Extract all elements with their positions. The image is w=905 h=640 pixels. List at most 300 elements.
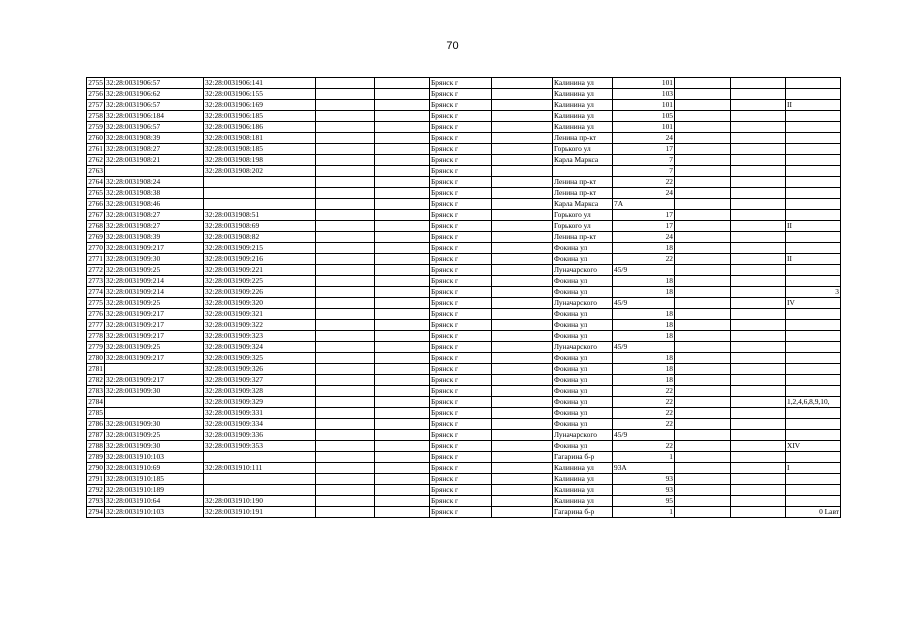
col-5-cell	[375, 408, 430, 419]
street-cell	[553, 166, 613, 177]
street-cell: Фокина ул	[553, 276, 613, 287]
col-7-cell	[492, 276, 553, 287]
table-row	[87, 276, 841, 287]
city-cell: Брянск г	[430, 452, 492, 463]
street-cell: Фокина ул	[553, 364, 613, 375]
row-number-cell: 2756	[88, 89, 103, 98]
table-row	[87, 430, 841, 441]
col-5-cell	[375, 221, 430, 232]
table-row	[87, 463, 841, 474]
street-cell: Калинина ул	[553, 496, 613, 507]
col-5-cell	[375, 496, 430, 507]
house-number-cell: 101	[613, 122, 675, 133]
col-10-cell	[675, 243, 731, 254]
col-5-cell	[375, 100, 430, 111]
row-number-cell: 2771	[88, 254, 103, 263]
city-cell: Брянск г	[430, 265, 492, 276]
col-4-cell	[316, 89, 375, 100]
city-cell: Брянск г	[430, 342, 492, 353]
premises-cell	[786, 199, 841, 210]
col-4-cell	[316, 309, 375, 320]
col-5-cell	[375, 276, 430, 287]
col-10-cell	[675, 133, 731, 144]
cadastral-number-object-cell: 32:28:0031909:331	[204, 408, 316, 419]
col-7-cell	[492, 320, 553, 331]
col-11-cell	[731, 177, 786, 188]
col-10-cell	[675, 386, 731, 397]
street-cell: Фокина ул	[553, 419, 613, 430]
col-4-cell	[316, 452, 375, 463]
row-number-cell: 2777	[88, 320, 103, 329]
col-10-cell	[675, 122, 731, 133]
cadastral-number-object-cell: 32:28:0031909:328	[204, 386, 316, 397]
col-5-cell	[375, 386, 430, 397]
col-4-cell	[316, 210, 375, 221]
col-5-cell	[375, 89, 430, 100]
col-7-cell	[492, 298, 553, 309]
col-5-cell	[375, 155, 430, 166]
col-10-cell	[675, 276, 731, 287]
col-10-cell	[675, 419, 731, 430]
cadastral-number-object-cell: 32:28:0031909:336	[204, 430, 316, 441]
table-row	[87, 254, 841, 265]
street-cell: Горького ул	[553, 221, 613, 232]
row-number-cell: 2769	[88, 232, 103, 241]
col-11-cell	[731, 298, 786, 309]
col-10-cell	[675, 364, 731, 375]
row-number-cell: 2765	[88, 188, 103, 197]
table-row	[87, 221, 841, 232]
house-number-cell: 22	[613, 419, 675, 430]
house-number-cell: 45/9	[613, 298, 675, 309]
col-7-cell	[492, 210, 553, 221]
col-7-cell	[492, 78, 553, 89]
street-cell: Фокина ул	[553, 375, 613, 386]
col-11-cell	[731, 430, 786, 441]
cadastral-number-object-cell: 32:28:0031909:320	[204, 298, 316, 309]
row-number-cell: 2759	[88, 122, 103, 131]
cadastral-number-parcel-cell: 32:28:0031909:25	[105, 430, 204, 441]
house-number-cell: 105	[613, 111, 675, 122]
row-number-cell: 2772	[88, 265, 103, 274]
cadastral-number-object-cell: 32:28:0031906:185	[204, 111, 316, 122]
city-cell: Брянск г	[430, 111, 492, 122]
city-cell: Брянск г	[430, 485, 492, 496]
col-11-cell	[731, 375, 786, 386]
col-11-cell	[731, 463, 786, 474]
table-row	[87, 441, 841, 452]
table-row	[87, 210, 841, 221]
col-11-cell	[731, 408, 786, 419]
col-7-cell	[492, 452, 553, 463]
house-number-cell: 101	[613, 100, 675, 111]
table-row	[87, 265, 841, 276]
col-4-cell	[316, 287, 375, 298]
cadastral-number-object-cell: 32:28:0031908:185	[204, 144, 316, 155]
row-number-cell: 2773	[88, 276, 103, 285]
col-4-cell	[316, 430, 375, 441]
col-7-cell	[492, 111, 553, 122]
col-11-cell	[731, 441, 786, 452]
city-cell: Брянск г	[430, 89, 492, 100]
house-number-cell: 7	[613, 155, 675, 166]
col-10-cell	[675, 397, 731, 408]
cadastral-number-parcel-cell: 32:28:0031910:64	[105, 496, 204, 507]
col-11-cell	[731, 221, 786, 232]
premises-cell	[786, 78, 841, 89]
cadastral-number-parcel-cell: 32:28:0031909:217	[105, 320, 204, 331]
street-cell: Калинина ул	[553, 78, 613, 89]
house-number-cell: 22	[613, 408, 675, 419]
row-number-cell: 2792	[88, 485, 103, 494]
cadastral-number-object-cell: 32:28:0031909:353	[204, 441, 316, 452]
col-10-cell	[675, 89, 731, 100]
premises-cell	[786, 144, 841, 155]
row-number-cell: 2784	[88, 397, 103, 406]
row-number-cell: 2776	[88, 309, 103, 318]
house-number-cell: 18	[613, 287, 675, 298]
col-10-cell	[675, 353, 731, 364]
street-cell: Луначарского	[553, 342, 613, 353]
house-number-cell: 18	[613, 276, 675, 287]
col-5-cell	[375, 166, 430, 177]
cadastral-number-parcel-cell: 32:28:0031910:189	[105, 485, 204, 496]
col-4-cell	[316, 188, 375, 199]
col-10-cell	[675, 463, 731, 474]
row-number-cell: 2761	[88, 144, 103, 153]
city-cell: Брянск г	[430, 364, 492, 375]
street-cell: Калинина ул	[553, 111, 613, 122]
cadastral-number-object-cell: 32:28:0031910:111	[204, 463, 316, 474]
col-4-cell	[316, 331, 375, 342]
city-cell: Брянск г	[430, 441, 492, 452]
col-10-cell	[675, 309, 731, 320]
premises-cell	[786, 320, 841, 331]
house-number-cell: 18	[613, 320, 675, 331]
cadastral-number-object-cell: 32:28:0031909:329	[204, 397, 316, 408]
cadastral-number-object-cell: 32:28:0031908:202	[204, 166, 316, 177]
street-cell: Калинина ул	[553, 122, 613, 133]
row-number-cell: 2791	[88, 474, 103, 483]
row-number-cell: 2764	[88, 177, 103, 186]
col-7-cell	[492, 309, 553, 320]
street-cell: Ленина пр-кт	[553, 232, 613, 243]
col-5-cell	[375, 232, 430, 243]
row-number-cell: 2786	[88, 419, 103, 428]
col-11-cell	[731, 397, 786, 408]
col-7-cell	[492, 375, 553, 386]
cadastral-number-object-cell: 32:28:0031910:191	[204, 507, 316, 518]
col-5-cell	[375, 199, 430, 210]
col-4-cell	[316, 353, 375, 364]
street-cell: Фокина ул	[553, 331, 613, 342]
city-cell: Брянск г	[430, 353, 492, 364]
street-cell: Фокина ул	[553, 353, 613, 364]
col-7-cell	[492, 353, 553, 364]
col-7-cell	[492, 144, 553, 155]
col-7-cell	[492, 177, 553, 188]
col-11-cell	[731, 199, 786, 210]
row-number-cell: 2755	[88, 78, 103, 87]
row-number-cell: 2780	[88, 353, 103, 362]
col-4-cell	[316, 485, 375, 496]
premises-cell	[786, 353, 841, 364]
table-row	[87, 232, 841, 243]
row-number-cell: 2770	[88, 243, 103, 252]
col-4-cell	[316, 144, 375, 155]
col-10-cell	[675, 474, 731, 485]
city-cell: Брянск г	[430, 474, 492, 485]
house-number-cell: 24	[613, 133, 675, 144]
col-11-cell	[731, 144, 786, 155]
col-4-cell	[316, 276, 375, 287]
premises-cell: IV	[786, 298, 841, 309]
city-cell: Брянск г	[430, 375, 492, 386]
cadastral-number-object-cell	[204, 485, 316, 496]
cadastral-number-parcel-cell: 32:28:0031909:30	[105, 254, 204, 265]
street-cell: Фокина ул	[553, 441, 613, 452]
premises-cell	[786, 122, 841, 133]
row-number-cell: 2774	[88, 287, 103, 296]
col-7-cell	[492, 441, 553, 452]
street-cell: Фокина ул	[553, 309, 613, 320]
house-number-cell: 17	[613, 144, 675, 155]
col-5-cell	[375, 430, 430, 441]
city-cell: Брянск г	[430, 177, 492, 188]
row-number-cell: 2766	[88, 199, 103, 208]
table-row	[87, 78, 841, 89]
col-5-cell	[375, 309, 430, 320]
row-number-cell: 2760	[88, 133, 103, 142]
registry-table	[86, 77, 841, 518]
city-cell: Брянск г	[430, 199, 492, 210]
col-10-cell	[675, 111, 731, 122]
street-cell: Фокина ул	[553, 243, 613, 254]
cadastral-number-parcel-cell: 32:28:0031908:27	[105, 144, 204, 155]
col-5-cell	[375, 474, 430, 485]
cadastral-number-object-cell: 32:28:0031909:322	[204, 320, 316, 331]
house-number-cell: 24	[613, 188, 675, 199]
col-10-cell	[675, 199, 731, 210]
table-row	[87, 177, 841, 188]
street-cell: Луначарского	[553, 265, 613, 276]
table-row	[87, 408, 841, 419]
house-number-cell: 93А	[613, 463, 675, 474]
premises-cell: II	[786, 221, 841, 232]
table-row	[87, 298, 841, 309]
cadastral-number-object-cell	[204, 188, 316, 199]
col-4-cell	[316, 232, 375, 243]
col-4-cell	[316, 254, 375, 265]
col-11-cell	[731, 331, 786, 342]
city-cell: Брянск г	[430, 419, 492, 430]
col-4-cell	[316, 155, 375, 166]
col-11-cell	[731, 507, 786, 518]
house-number-cell: 103	[613, 89, 675, 100]
col-4-cell	[316, 320, 375, 331]
cadastral-number-parcel-cell: 32:28:0031906:184	[105, 111, 204, 122]
cadastral-number-object-cell: 32:28:0031908:198	[204, 155, 316, 166]
col-7-cell	[492, 364, 553, 375]
cadastral-number-parcel-cell: 32:28:0031908:39	[105, 232, 204, 243]
city-cell: Брянск г	[430, 463, 492, 474]
row-number-cell: 2758	[88, 111, 103, 120]
house-number-cell: 1	[613, 452, 675, 463]
col-11-cell	[731, 452, 786, 463]
house-number-cell: 24	[613, 232, 675, 243]
house-number-cell: 45/9	[613, 430, 675, 441]
premises-cell	[786, 188, 841, 199]
col-11-cell	[731, 166, 786, 177]
col-5-cell	[375, 397, 430, 408]
col-10-cell	[675, 265, 731, 276]
col-10-cell	[675, 342, 731, 353]
row-number-cell: 2768	[88, 221, 103, 230]
col-11-cell	[731, 254, 786, 265]
col-11-cell	[731, 287, 786, 298]
col-7-cell	[492, 89, 553, 100]
col-4-cell	[316, 243, 375, 254]
cadastral-number-parcel-cell: 32:28:0031909:25	[105, 298, 204, 309]
table-row	[87, 89, 841, 100]
col-4-cell	[316, 111, 375, 122]
col-5-cell	[375, 452, 430, 463]
house-number-cell: 18	[613, 375, 675, 386]
row-number-cell: 2757	[88, 100, 103, 109]
col-10-cell	[675, 144, 731, 155]
col-10-cell	[675, 430, 731, 441]
street-cell: Фокина ул	[553, 408, 613, 419]
col-5-cell	[375, 122, 430, 133]
cadastral-number-object-cell: 32:28:0031909:215	[204, 243, 316, 254]
house-number-cell: 22	[613, 397, 675, 408]
table-row	[87, 397, 841, 408]
col-11-cell	[731, 320, 786, 331]
col-11-cell	[731, 276, 786, 287]
col-4-cell	[316, 78, 375, 89]
page-number: 70	[446, 40, 459, 52]
premises-cell	[786, 485, 841, 496]
cadastral-number-object-cell: 32:28:0031909:221	[204, 265, 316, 276]
premises-cell: I	[786, 463, 841, 474]
col-5-cell	[375, 298, 430, 309]
table-row	[87, 452, 841, 463]
registry-rows	[87, 78, 841, 518]
col-4-cell	[316, 441, 375, 452]
col-11-cell	[731, 265, 786, 276]
cadastral-number-object-cell: 32:28:0031910:190	[204, 496, 316, 507]
premises-cell	[786, 89, 841, 100]
col-7-cell	[492, 166, 553, 177]
col-5-cell	[375, 133, 430, 144]
col-11-cell	[731, 243, 786, 254]
col-11-cell	[731, 122, 786, 133]
col-4-cell	[316, 474, 375, 485]
house-number-cell: 7А	[613, 199, 675, 210]
city-cell: Брянск г	[430, 254, 492, 265]
col-7-cell	[492, 430, 553, 441]
city-cell: Брянск г	[430, 287, 492, 298]
col-5-cell	[375, 144, 430, 155]
cadastral-number-parcel-cell: 32:28:0031910:69	[105, 463, 204, 474]
col-4-cell	[316, 342, 375, 353]
street-cell: Фокина ул	[553, 254, 613, 265]
col-5-cell	[375, 485, 430, 496]
col-5-cell	[375, 111, 430, 122]
house-number-cell: 93	[613, 485, 675, 496]
col-7-cell	[492, 397, 553, 408]
city-cell: Брянск г	[430, 188, 492, 199]
city-cell: Брянск г	[430, 298, 492, 309]
house-number-cell: 22	[613, 386, 675, 397]
premises-cell: 1,2,4,6,8,9,10,	[786, 397, 841, 408]
cadastral-number-parcel-cell: 32:28:0031909:25	[105, 265, 204, 276]
street-cell: Калинина ул	[553, 89, 613, 100]
premises-cell	[786, 166, 841, 177]
col-10-cell	[675, 452, 731, 463]
col-10-cell	[675, 441, 731, 452]
cadastral-number-parcel-cell: 32:28:0031908:39	[105, 133, 204, 144]
cadastral-number-parcel-cell: 32:28:0031909:217	[105, 309, 204, 320]
premises-cell	[786, 408, 841, 419]
col-10-cell	[675, 188, 731, 199]
col-11-cell	[731, 364, 786, 375]
cadastral-number-object-cell	[204, 177, 316, 188]
row-number-cell: 2779	[88, 342, 103, 351]
cadastral-number-parcel-cell: 32:28:0031909:217	[105, 375, 204, 386]
city-cell: Брянск г	[430, 309, 492, 320]
col-11-cell	[731, 353, 786, 364]
city-cell: Брянск г	[430, 320, 492, 331]
row-number-cell: 2763	[88, 166, 103, 175]
col-4-cell	[316, 166, 375, 177]
house-number-cell: 45/9	[613, 342, 675, 353]
row-number-cell: 2794	[88, 507, 103, 516]
col-5-cell	[375, 364, 430, 375]
row-number-cell: 2775	[88, 298, 103, 307]
table-row	[87, 199, 841, 210]
col-10-cell	[675, 78, 731, 89]
col-11-cell	[731, 188, 786, 199]
col-4-cell	[316, 507, 375, 518]
col-7-cell	[492, 243, 553, 254]
house-number-cell: 18	[613, 309, 675, 320]
street-cell: Калинина ул	[553, 485, 613, 496]
house-number-cell: 17	[613, 210, 675, 221]
col-11-cell	[731, 485, 786, 496]
row-number-cell: 2781	[88, 364, 103, 373]
cadastral-number-object-cell: 32:28:0031908:82	[204, 232, 316, 243]
city-cell: Брянск г	[430, 155, 492, 166]
street-cell: Карла Маркса	[553, 199, 613, 210]
house-number-cell: 22	[613, 441, 675, 452]
col-5-cell	[375, 188, 430, 199]
col-7-cell	[492, 221, 553, 232]
cadastral-number-parcel-cell: 32:28:0031909:214	[105, 276, 204, 287]
cadastral-number-parcel-cell: 32:28:0031908:27	[105, 221, 204, 232]
cadastral-number-object-cell: 32:28:0031909:323	[204, 331, 316, 342]
house-number-cell: 18	[613, 331, 675, 342]
col-5-cell	[375, 463, 430, 474]
col-11-cell	[731, 474, 786, 485]
table-row	[87, 309, 841, 320]
premises-cell	[786, 111, 841, 122]
table-row	[87, 342, 841, 353]
col-5-cell	[375, 353, 430, 364]
table-row	[87, 100, 841, 111]
house-number-cell: 45/9	[613, 265, 675, 276]
table-row	[87, 133, 841, 144]
